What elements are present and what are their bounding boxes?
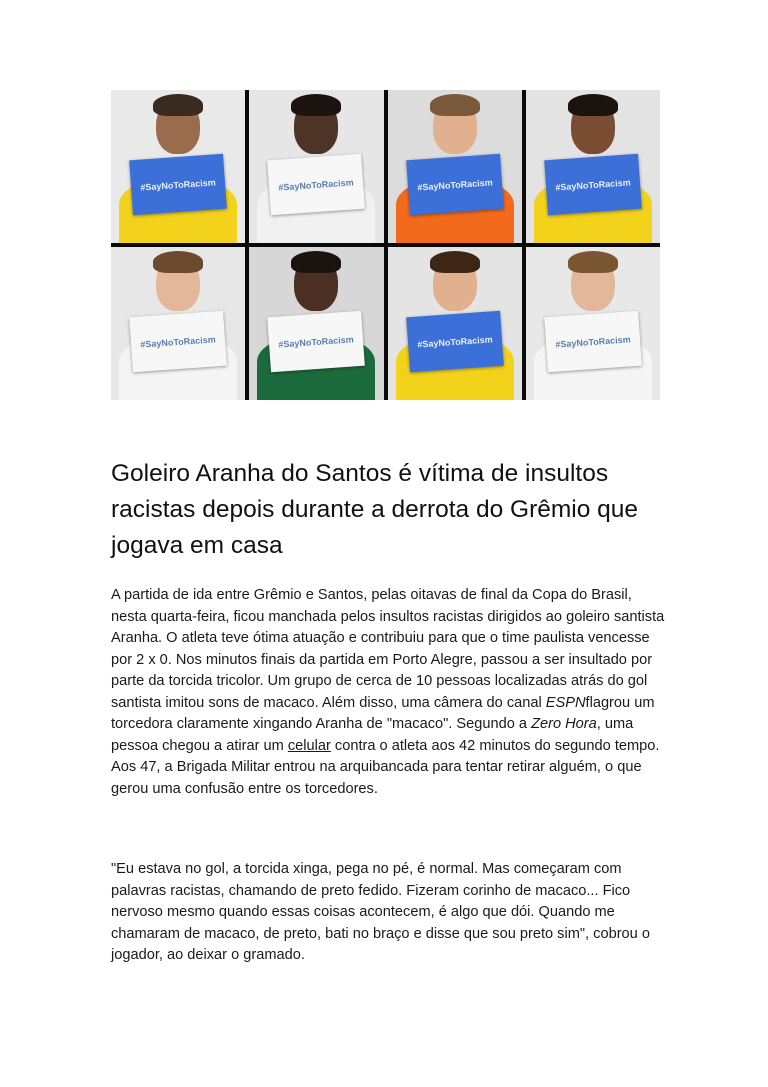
- photo-panel: [526, 247, 660, 400]
- player-hair: [568, 251, 618, 273]
- zero-hora-source-name: Zero Hora: [531, 716, 597, 732]
- say-no-to-racism-sign: #SayNoToRacism: [268, 311, 366, 372]
- p1-text-part2: flagrou um torcedora claramente xingando Aranha de "macaco". Segundo a: [111, 694, 655, 732]
- photo-panel: [111, 90, 245, 243]
- say-no-to-racism-sign: #SayNoToRacism: [406, 154, 504, 215]
- photo-panel: [388, 247, 522, 400]
- player-hair: [568, 94, 618, 116]
- player-hair: [153, 251, 203, 273]
- player-hair: [430, 94, 480, 116]
- article-paragraph-2-quote: "Eu estava no gol, a torcida xinga, pega no pé, é normal. Mas começaram com palavras racistas, chamando de preto fedido. Fizeram corinho de macaco... Fico nervoso mesmo quando essas coisas acontecem, é algo que dói. Quando me chamaram de macaco, de preto, bati no braço e disse que sou preto sim", cobrou o jogador, ao deixar o gramado.: [111, 861, 650, 963]
- player-hair: [153, 94, 203, 116]
- photo-panel: [526, 90, 660, 243]
- espn-channel-name: ESPN: [545, 694, 586, 711]
- say-no-to-racism-sign: #SayNoToRacism: [544, 154, 642, 215]
- photo-panel: [249, 90, 383, 243]
- say-no-to-racism-photo-collage: [111, 90, 660, 400]
- player-hair: [291, 94, 341, 116]
- p1-text-part4: contra o atleta aos 42 minutos do segundo tempo. Aos 47, a Brigada Militar entrou na arquibancada para tentar retirar alguém, o que gerou uma confusão entre os torcedores.: [111, 737, 660, 797]
- celular-link[interactable]: celular: [287, 737, 331, 754]
- say-no-to-racism-sign: #SayNoToRacism: [129, 154, 227, 215]
- article-title: Goleiro Aranha do Santos é vítima de insultos racistas depois durante a derrota do Grêmio que jogava em casa: [111, 460, 639, 559]
- article-paragraph-1: [111, 585, 671, 800]
- p1-text-part3: , uma pessoa chegou a atirar um: [111, 716, 634, 754]
- photo-panel: [111, 247, 245, 400]
- say-no-to-racism-sign: #SayNoToRacism: [268, 154, 366, 215]
- say-no-to-racism-sign: #SayNoToRacism: [406, 311, 504, 372]
- p1-text-part1: A partida de ida entre Grêmio e Santos, pelas oitavas de final da Copa do Brasil, nesta quarta-feira, ficou manchada pelos insultos racistas dirigidos ao goleiro santista Aranha. O atleta teve ótima atuação e contribuiu para que o time paulista vencesse por 2 x 0. Nos minutos finais da partida em Porto Alegre, passou a ser insultado por parte da torcida tricolor. Um grupo de cerca de 10 pessoas localizadas atrás do gol santista imitou sons de macaco. Além disso, uma câmera do canal: [111, 587, 665, 711]
- say-no-to-racism-sign: #SayNoToRacism: [544, 311, 642, 372]
- player-hair: [430, 251, 480, 273]
- photo-panel: [388, 90, 522, 243]
- say-no-to-racism-sign: #SayNoToRacism: [129, 311, 227, 372]
- photo-panel: [249, 247, 383, 400]
- player-hair: [291, 251, 341, 273]
